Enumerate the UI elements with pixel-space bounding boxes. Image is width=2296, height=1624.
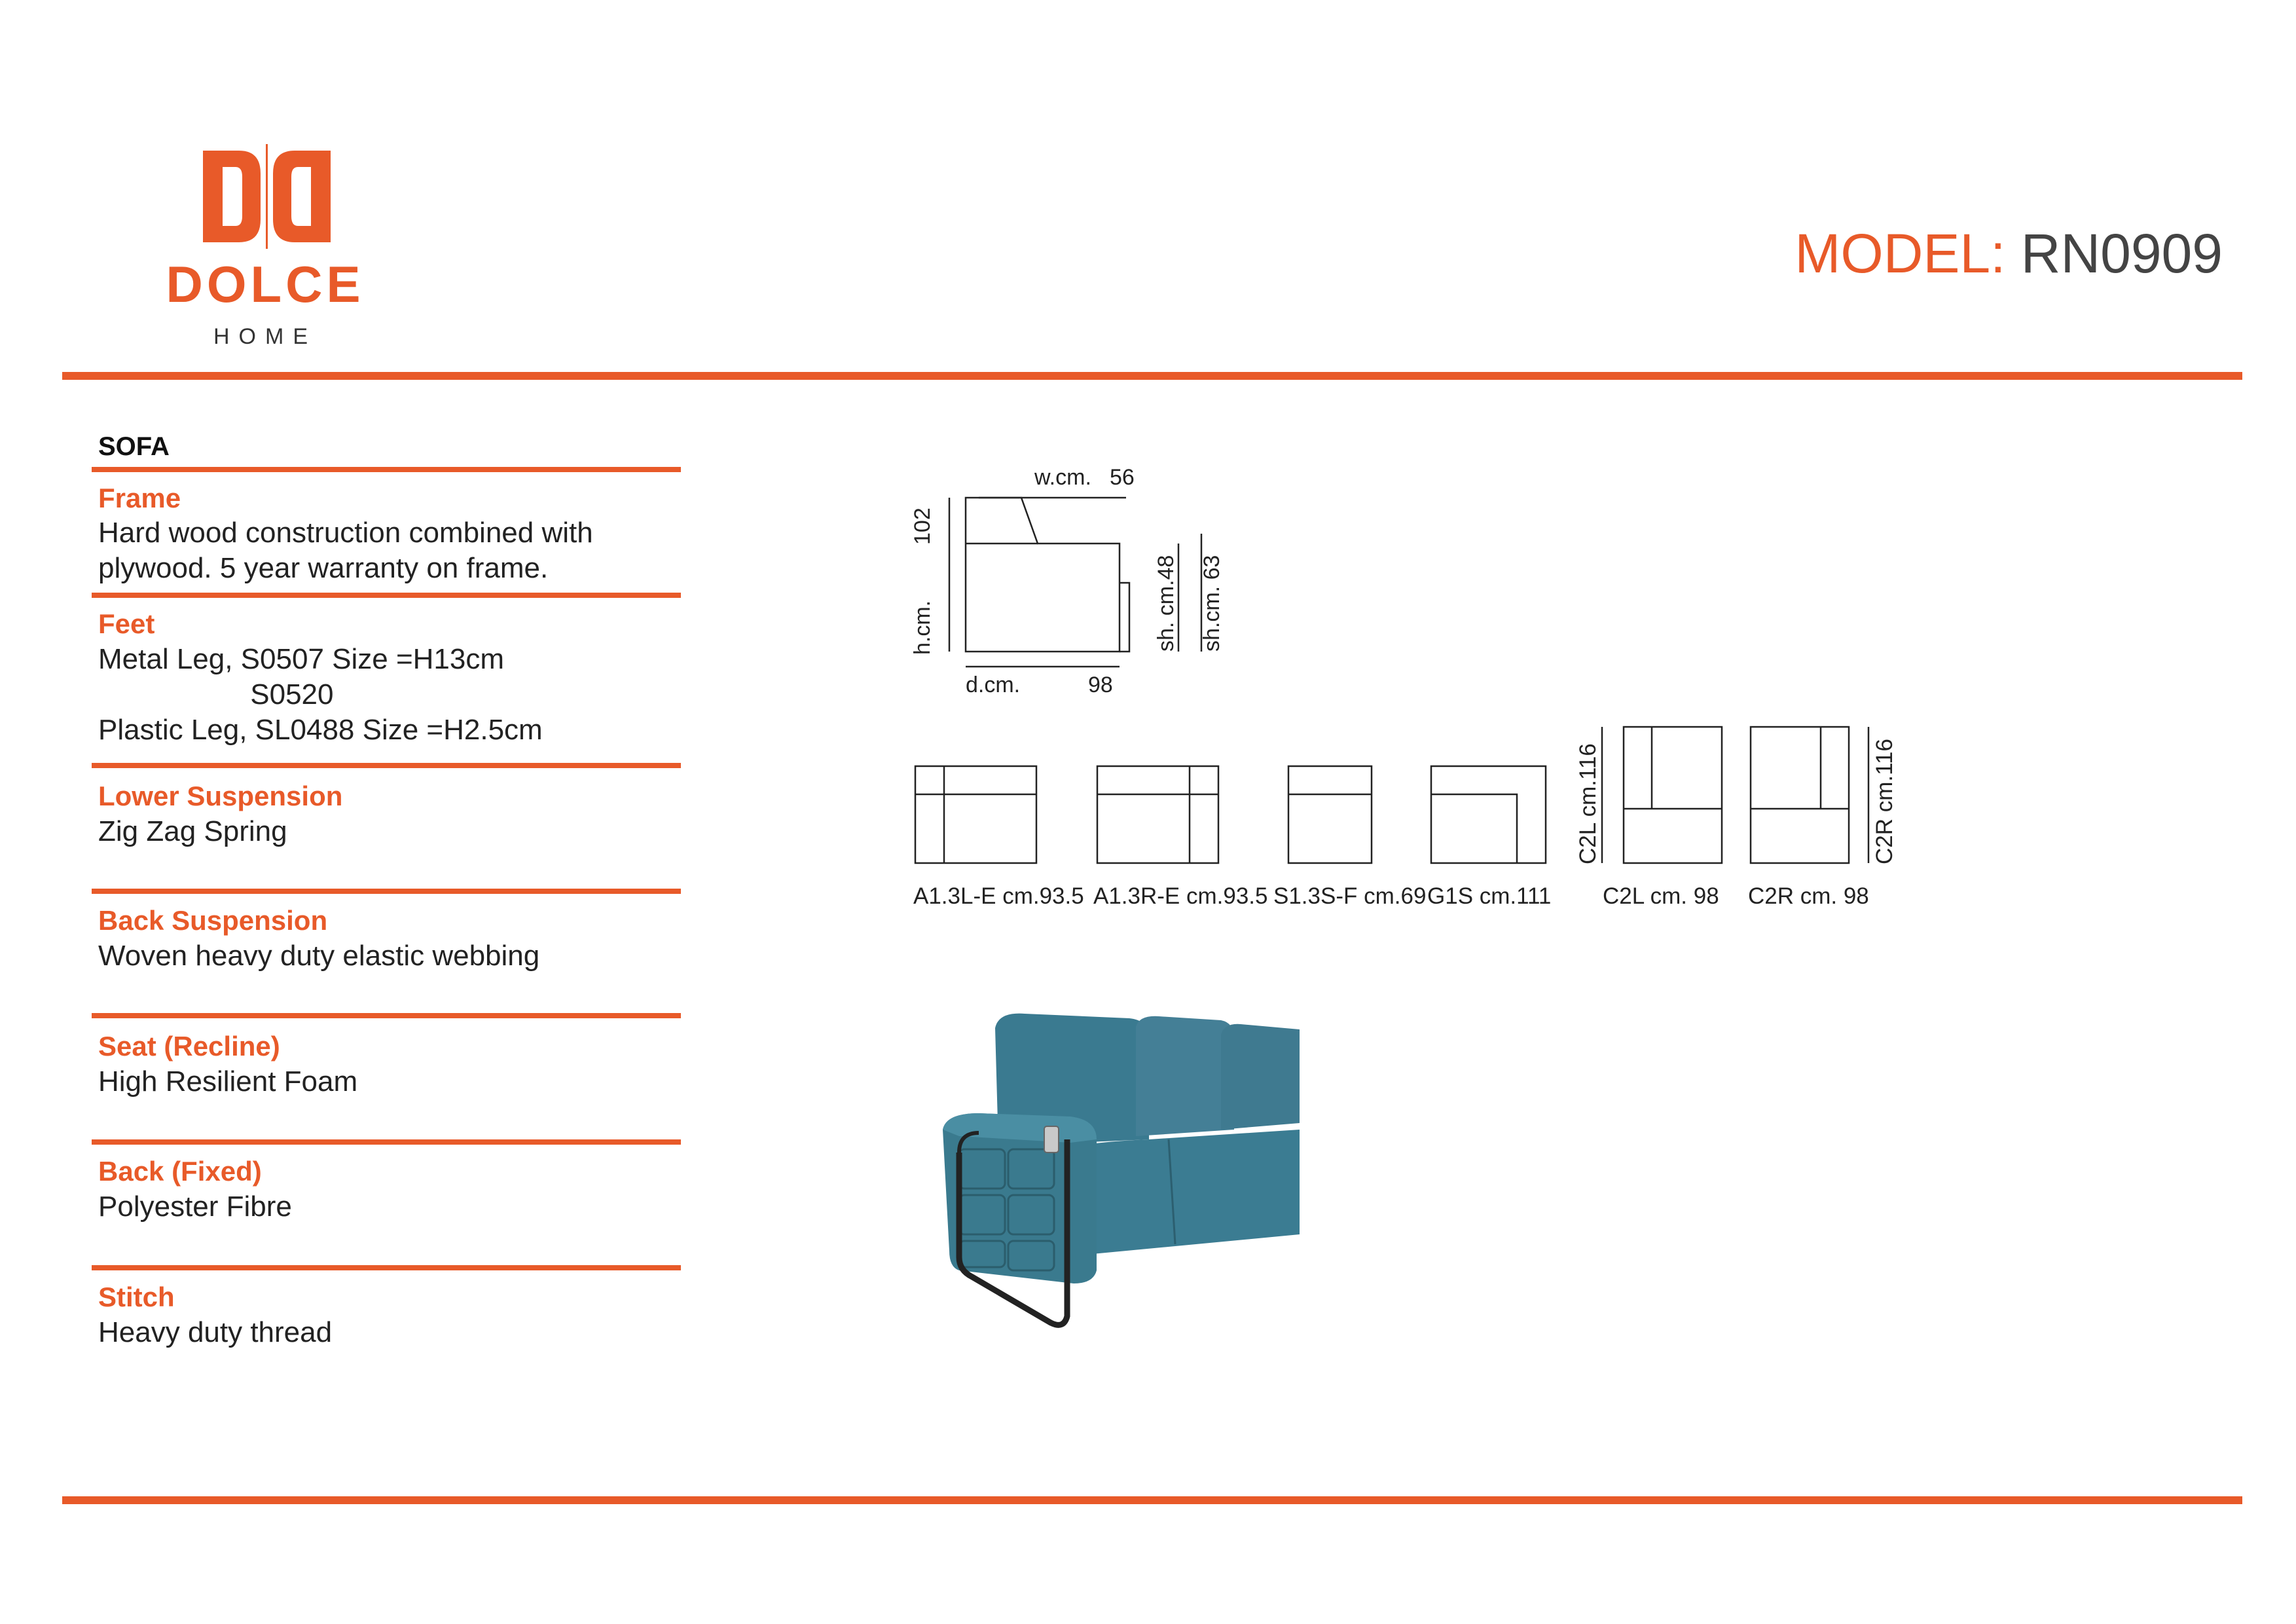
spec-divider [92, 763, 681, 768]
seat-height-2: sh.cm. 63 [1199, 555, 1224, 652]
spec-body: Zig Zag Spring [98, 815, 287, 847]
depth-value: 98 [1088, 673, 1113, 697]
model-title [1795, 223, 2223, 284]
spec-heading: Lower Suspension [98, 781, 343, 811]
module-side-label: C2L cm.116 [1575, 743, 1601, 864]
header-divider [62, 372, 2242, 380]
section-title: SOFA [98, 432, 170, 461]
depth-label: d.cm. [966, 673, 1021, 697]
spec-divider [92, 889, 681, 894]
spec-heading: Stitch [98, 1282, 175, 1312]
model-label: MODEL: [1795, 223, 2006, 284]
seat-height-1: sh. cm.48 [1154, 555, 1178, 652]
module-diagrams [903, 714, 1925, 936]
dolce-logo-mark [203, 144, 331, 249]
brand-subtitle: HOME [213, 324, 317, 349]
sofa-photo-icon [933, 1008, 1300, 1336]
module-caption: A1.3L-E cm.93.5 [913, 883, 1084, 909]
spec-body: Polyester Fibre [98, 1190, 292, 1223]
module-caption: C2L cm. 98 [1603, 883, 1719, 909]
spec-body: Metal Leg, S0507 Size =H13cm S0520 Plastic Leg, SL0488 Size =H2.5cm [98, 643, 543, 746]
spec-divider [92, 467, 681, 472]
spec-divider [92, 1139, 681, 1145]
footer-divider [62, 1496, 2242, 1504]
height-label: h.cm. [910, 600, 935, 655]
module-caption: C2R cm. 98 [1748, 883, 1869, 909]
height-value: 102 [910, 507, 935, 545]
spec-divider [92, 593, 681, 598]
spec-body: High Resilient Foam [98, 1065, 358, 1098]
spec-heading: Back Suspension [98, 905, 328, 936]
width-label: w.cm. [1034, 465, 1091, 490]
width-value: 56 [1110, 465, 1135, 490]
spec-heading: Seat (Recline) [98, 1031, 280, 1061]
spec-body: Hard wood construction combined with plywood. 5 year warranty on frame. [98, 517, 593, 584]
spec-body: Woven heavy duty elastic webbing [98, 940, 540, 972]
side-view-diagram [903, 458, 1244, 707]
module-caption: G1S cm.111 [1427, 883, 1552, 909]
brand-name: DOLCE [166, 255, 365, 313]
spec-heading: Back (Fixed) [98, 1156, 262, 1187]
model-value: RN0909 [2020, 223, 2223, 284]
spec-divider [92, 1265, 681, 1270]
spec-divider [92, 1013, 681, 1018]
module-caption: S1.3S-F cm.69 [1273, 883, 1427, 909]
spec-body: Heavy duty thread [98, 1316, 333, 1348]
spec-heading: Frame [98, 483, 181, 513]
module-caption: A1.3R-E cm.93.5 [1093, 883, 1268, 909]
module-side-label: C2R cm.116 [1872, 739, 1897, 864]
spec-heading: Feet [98, 608, 155, 639]
